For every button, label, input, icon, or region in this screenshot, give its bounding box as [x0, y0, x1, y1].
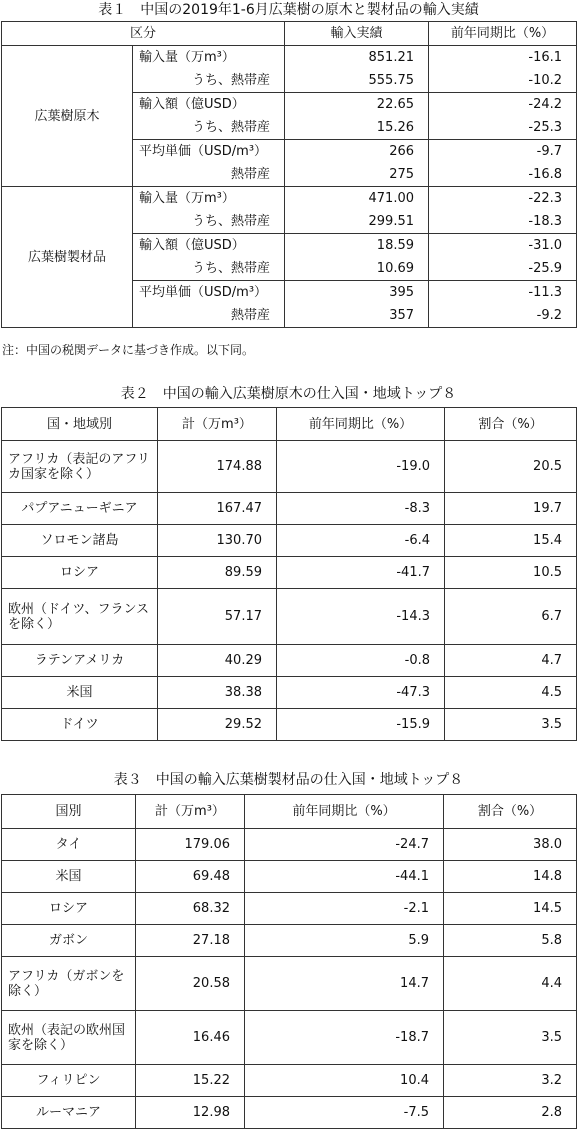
- table-row: [2, 46, 577, 70]
- change-cell: -19.0: [277, 441, 445, 493]
- row-label: 輸入量（万m³）: [133, 46, 285, 70]
- region-cell: ラテンアメリカ: [2, 645, 158, 677]
- share-cell: 4.5: [445, 677, 577, 709]
- row-label: うち、熱帯産: [133, 257, 285, 281]
- change-cell: -24.2: [429, 93, 577, 117]
- share-cell: 14.5: [444, 893, 577, 925]
- table1-note: 注：中国の税関データに基づき作成。以下同。: [2, 343, 255, 357]
- change-cell: -9.7: [429, 140, 577, 164]
- table1: [1, 21, 577, 328]
- header-cell: 国・地域別: [2, 408, 158, 441]
- country-cell: ロシア: [2, 893, 136, 925]
- share-cell: 19.7: [445, 493, 577, 525]
- table-row: [2, 1065, 577, 1097]
- change-cell: -11.3: [429, 281, 577, 305]
- row-label: 輸入額（億USD）: [133, 93, 285, 117]
- share-cell: 5.8: [444, 925, 577, 957]
- change-cell: -9.2: [429, 304, 577, 328]
- total-cell: 68.32: [136, 893, 245, 925]
- total-cell: 27.18: [136, 925, 245, 957]
- share-cell: 2.8: [444, 1097, 577, 1129]
- total-cell: 20.58: [136, 957, 245, 1011]
- header-cell: 割合（%）: [445, 408, 577, 441]
- region-cell: アフリカ（表記のアフリカ国家を除く）: [2, 441, 158, 493]
- change-cell: -6.4: [277, 525, 445, 557]
- total-cell: 15.22: [136, 1065, 245, 1097]
- header-cell: 前年同期比（%）: [277, 408, 445, 441]
- change-cell: 5.9: [245, 925, 444, 957]
- table-row: [2, 861, 577, 893]
- header-cell: 前年同期比（%）: [429, 22, 577, 46]
- row-label: 平均単価（USD/m³）: [133, 281, 285, 305]
- table-row: [2, 925, 577, 957]
- region-cell: ロシア: [2, 557, 158, 589]
- change-cell: 10.4: [245, 1065, 444, 1097]
- header-cell: 輸入実績: [285, 22, 429, 46]
- value-cell: 395: [285, 281, 429, 305]
- change-cell: -15.9: [277, 709, 445, 741]
- share-cell: 3.5: [444, 1011, 577, 1065]
- total-cell: 29.52: [158, 709, 277, 741]
- table-row: [2, 525, 577, 557]
- header-cell: 前年同期比（%）: [245, 795, 444, 829]
- change-cell: -47.3: [277, 677, 445, 709]
- change-cell: -7.5: [245, 1097, 444, 1129]
- change-cell: -0.8: [277, 645, 445, 677]
- share-cell: 20.5: [445, 441, 577, 493]
- value-cell: 471.00: [285, 187, 429, 211]
- row-label: 輸入量（万m³）: [133, 187, 285, 211]
- change-cell: -10.2: [429, 69, 577, 93]
- table-row: [2, 677, 577, 709]
- table3-caption: 表３ 中国の輸入広葉樹製材品の仕入国・地域トップ８: [113, 772, 464, 788]
- table-row: [2, 441, 577, 493]
- share-cell: 4.4: [444, 957, 577, 1011]
- total-cell: 179.06: [136, 829, 245, 861]
- region-cell: ドイツ: [2, 709, 158, 741]
- header-cell: 計（万m³）: [158, 408, 277, 441]
- table-row: [2, 1011, 577, 1065]
- change-cell: -2.1: [245, 893, 444, 925]
- total-cell: 12.98: [136, 1097, 245, 1129]
- country-cell: 米国: [2, 861, 136, 893]
- country-cell: ルーマニア: [2, 1097, 136, 1129]
- row-label: 熱帯産: [133, 304, 285, 328]
- header-cell: 区分: [2, 22, 285, 46]
- value-cell: 266: [285, 140, 429, 164]
- total-cell: 57.17: [158, 589, 277, 645]
- region-cell: ソロモン諸島: [2, 525, 158, 557]
- total-cell: 38.38: [158, 677, 277, 709]
- share-cell: 38.0: [444, 829, 577, 861]
- change-cell: -31.0: [429, 234, 577, 258]
- value-cell: 851.21: [285, 46, 429, 70]
- row-label: 輸入額（億USD）: [133, 234, 285, 258]
- country-cell: ガボン: [2, 925, 136, 957]
- change-cell: -18.7: [245, 1011, 444, 1065]
- group-name: 広葉樹原木: [2, 46, 133, 187]
- table2-header-row: [2, 408, 577, 441]
- table1-header-row: [2, 22, 577, 46]
- change-cell: -14.3: [277, 589, 445, 645]
- table-row: [2, 589, 577, 645]
- total-cell: 16.46: [136, 1011, 245, 1065]
- country-cell: タイ: [2, 829, 136, 861]
- region-cell: 欧州（ドイツ、フランスを除く）: [2, 589, 158, 645]
- change-cell: -22.3: [429, 187, 577, 211]
- region-cell: パプアニューギニア: [2, 493, 158, 525]
- value-cell: 10.69: [285, 257, 429, 281]
- country-cell: 欧州（表記の欧州国家を除く）: [2, 1011, 136, 1065]
- change-cell: -16.1: [429, 46, 577, 70]
- table1-caption: 表１ 中国の2019年1-6月広葉樹の原木と製材品の輸入実績: [98, 2, 479, 18]
- table-row: [2, 829, 577, 861]
- share-cell: 4.7: [445, 645, 577, 677]
- table-row: [2, 187, 577, 211]
- table3: [1, 794, 577, 1129]
- total-cell: 69.48: [136, 861, 245, 893]
- change-cell: -44.1: [245, 861, 444, 893]
- change-cell: -25.3: [429, 116, 577, 140]
- table2-caption: 表２ 中国の輸入広葉樹原木の仕入国・地域トップ８: [120, 386, 457, 402]
- table-row: [2, 557, 577, 589]
- change-cell: -24.7: [245, 829, 444, 861]
- total-cell: 174.88: [158, 441, 277, 493]
- change-cell: -16.8: [429, 163, 577, 187]
- row-label: 平均単価（USD/m³）: [133, 140, 285, 164]
- change-cell: -41.7: [277, 557, 445, 589]
- header-cell: 国別: [2, 795, 136, 829]
- change-cell: -8.3: [277, 493, 445, 525]
- value-cell: 357: [285, 304, 429, 328]
- country-cell: アフリカ（ガボンを除く）: [2, 957, 136, 1011]
- value-cell: 22.65: [285, 93, 429, 117]
- row-label: うち、熱帯産: [133, 69, 285, 93]
- table2: [1, 407, 577, 741]
- row-label: 熱帯産: [133, 163, 285, 187]
- share-cell: 10.5: [445, 557, 577, 589]
- value-cell: 15.26: [285, 116, 429, 140]
- change-cell: 14.7: [245, 957, 444, 1011]
- group-name: 広葉樹製材品: [2, 187, 133, 328]
- value-cell: 299.51: [285, 210, 429, 234]
- header-cell: 計（万m³）: [136, 795, 245, 829]
- country-cell: フィリピン: [2, 1065, 136, 1097]
- table-row: [2, 957, 577, 1011]
- total-cell: 89.59: [158, 557, 277, 589]
- share-cell: 6.7: [445, 589, 577, 645]
- table-row: [2, 645, 577, 677]
- table-row: [2, 493, 577, 525]
- header-cell: 割合（%）: [444, 795, 577, 829]
- row-label: うち、熱帯産: [133, 116, 285, 140]
- total-cell: 40.29: [158, 645, 277, 677]
- region-cell: 米国: [2, 677, 158, 709]
- share-cell: 3.2: [444, 1065, 577, 1097]
- share-cell: 3.5: [445, 709, 577, 741]
- table-row: [2, 1097, 577, 1129]
- total-cell: 130.70: [158, 525, 277, 557]
- value-cell: 18.59: [285, 234, 429, 258]
- total-cell: 167.47: [158, 493, 277, 525]
- table3-header-row: [2, 795, 577, 829]
- change-cell: -18.3: [429, 210, 577, 234]
- change-cell: -25.9: [429, 257, 577, 281]
- value-cell: 555.75: [285, 69, 429, 93]
- table-row: [2, 893, 577, 925]
- share-cell: 14.8: [444, 861, 577, 893]
- table-row: [2, 709, 577, 741]
- share-cell: 15.4: [445, 525, 577, 557]
- value-cell: 275: [285, 163, 429, 187]
- row-label: うち、熱帯産: [133, 210, 285, 234]
